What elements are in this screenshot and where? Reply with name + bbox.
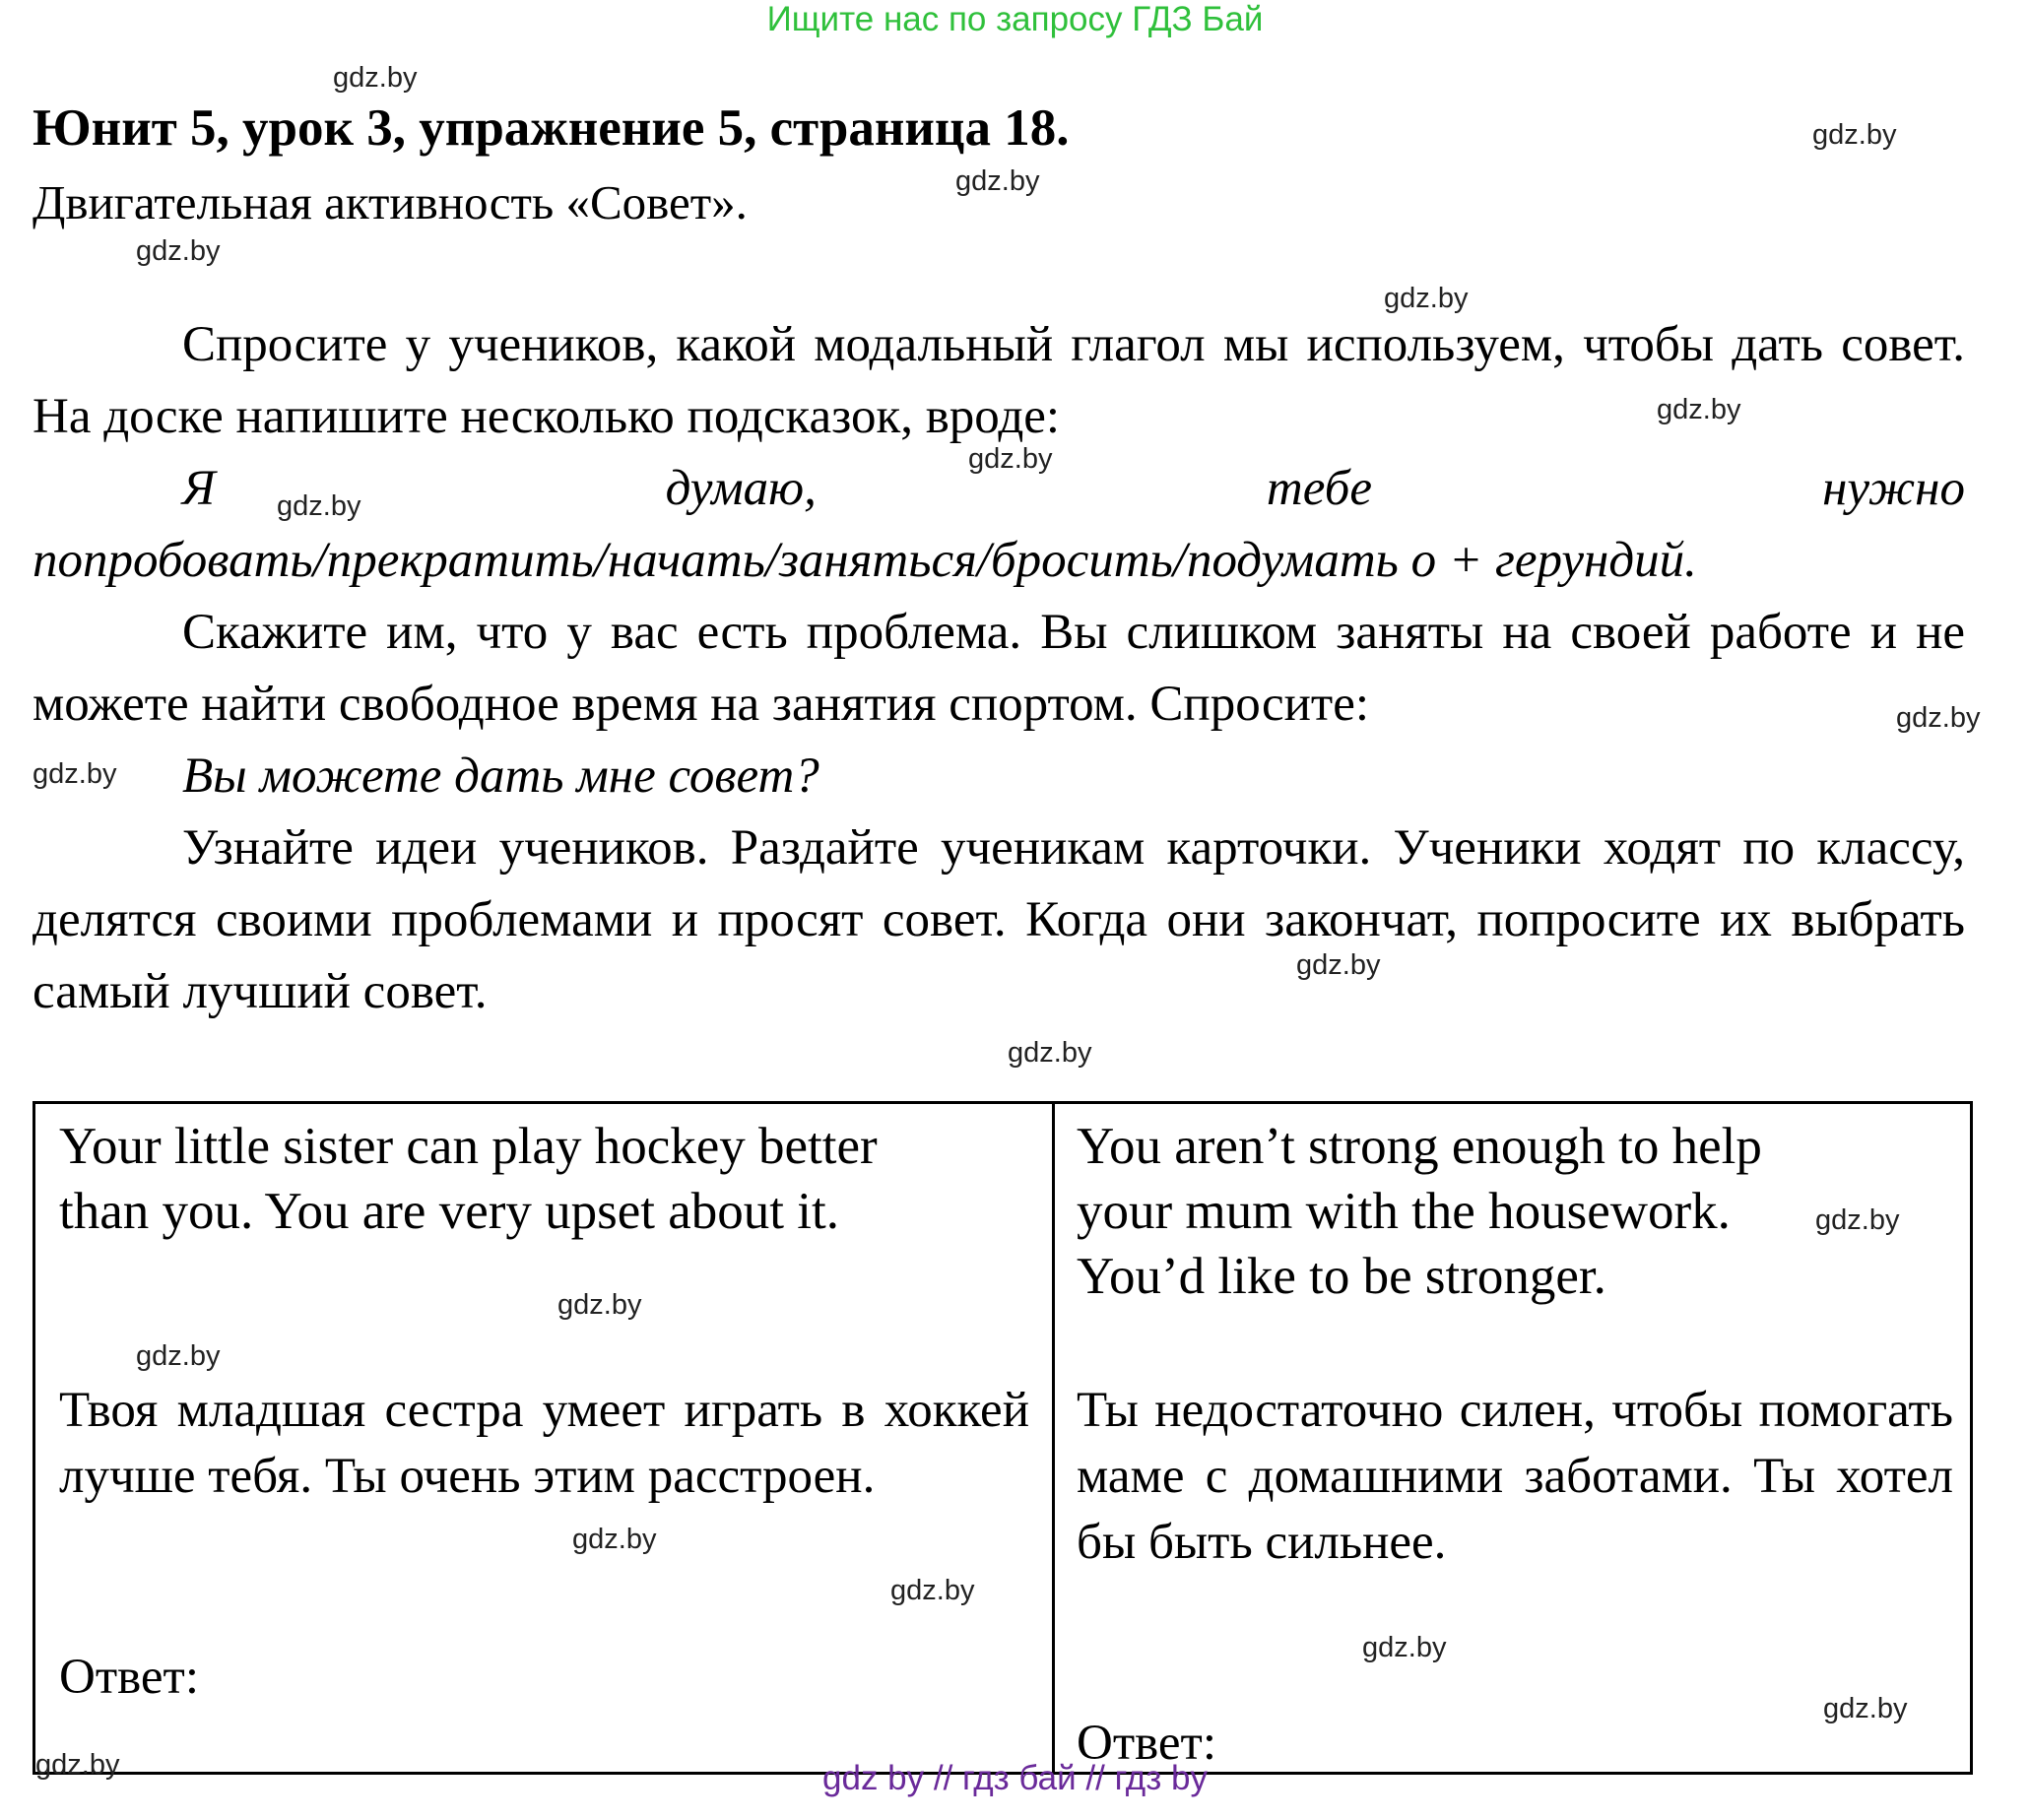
watermark: gdz.by bbox=[1384, 283, 1469, 314]
instruction-block bbox=[33, 309, 1965, 1028]
hint-word: Я bbox=[182, 461, 216, 516]
watermark: gdz.by bbox=[968, 443, 1053, 475]
card-russian-text: Твоя младшая сестра умеет играть в хоккей лучше тебя. Ты очень этим расстроен. bbox=[59, 1383, 1029, 1504]
watermark: gdz.by bbox=[1362, 1632, 1447, 1663]
card-english-text: Your little sister can play hockey better than you. You are very upset about it. bbox=[59, 1118, 878, 1240]
card-right bbox=[1055, 1104, 1970, 1772]
question: Вы можете дать мне совет? bbox=[182, 748, 819, 804]
card-russian-text: Ты недостаточно силен, чтобы помогать маме с домашними заботами. Ты хотел бы быть сильнее. bbox=[1077, 1383, 1953, 1570]
watermark: gdz.by bbox=[1896, 702, 1981, 734]
watermark: gdz.by bbox=[572, 1524, 657, 1555]
paragraph-1: Спросите у учеников, какой модальный глагол мы используем, чтобы дать совет. На доске напишите несколько подсказок, вроде: bbox=[33, 317, 1965, 444]
watermark: gdz.by bbox=[955, 165, 1040, 197]
paragraph-2: Скажите им, что у вас есть проблема. Вы слишком заняты на своей работе и не можете найти свободное время на занятия спортом. Спросите: bbox=[33, 605, 1965, 732]
hint-line-1 bbox=[33, 453, 1965, 525]
watermark: gdz.by bbox=[1815, 1204, 1900, 1236]
watermark: gdz.by bbox=[557, 1289, 642, 1321]
card-answer-label: Ответ: bbox=[1077, 1716, 1216, 1771]
hint-line-2: попробовать/прекратить/начать/заняться/бросить/подумать о + герундий. bbox=[33, 533, 1697, 588]
watermark: gdz.by bbox=[136, 235, 221, 267]
watermark: gdz.by bbox=[890, 1575, 975, 1606]
hint-word: думаю, bbox=[665, 461, 817, 516]
watermark: gdz.by bbox=[1657, 394, 1741, 425]
card-english-text: You aren’t strong enough to help your mum with the housework. You’d like to be stronger. bbox=[1077, 1118, 1762, 1305]
watermark: gdz.by bbox=[35, 1749, 120, 1781]
top-banner: Ищите нас по запросу ГДЗ Бай bbox=[766, 0, 1264, 38]
watermark: gdz.by bbox=[1296, 949, 1381, 981]
footer-links: gdz by // гдз бай // гдз by bbox=[822, 1759, 1208, 1797]
paragraph-3: Узнайте идеи учеников. Раздайте ученикам карточки. Ученики ходят по классу, делятся своими проблемами и просят совет. Когда они закончат, попросите их выбрать самый лучший совет. bbox=[33, 820, 1965, 1019]
page-subtitle: Двигательная активность «Совет». bbox=[33, 175, 748, 229]
watermark: gdz.by bbox=[333, 62, 418, 94]
watermark: gdz.by bbox=[1008, 1037, 1092, 1069]
card-answer-label: Ответ: bbox=[59, 1650, 199, 1705]
hint-word: нужно bbox=[1822, 461, 1965, 516]
watermark: gdz.by bbox=[136, 1340, 221, 1372]
hint-word: тебе bbox=[1266, 461, 1372, 516]
watermark: gdz.by bbox=[1823, 1693, 1908, 1724]
card-left bbox=[35, 1104, 1055, 1781]
watermark: gdz.by bbox=[1812, 119, 1897, 151]
watermark: gdz.by bbox=[33, 758, 117, 790]
watermark: gdz.by bbox=[277, 490, 361, 522]
page-title: Юнит 5, урок 3, упражнение 5, страница 18. bbox=[33, 99, 1070, 157]
